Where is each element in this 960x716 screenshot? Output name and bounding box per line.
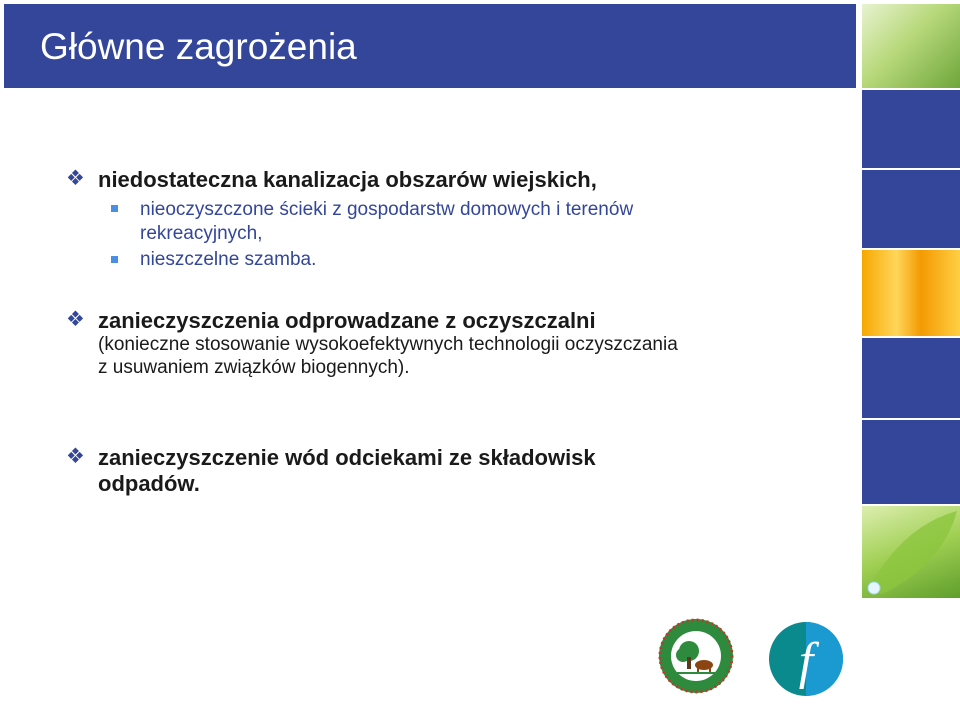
water-drop-leaf-tile [862, 506, 960, 598]
blue-tile [862, 338, 960, 418]
blue-tile [862, 170, 960, 248]
slide-title: Główne zagrożenia [40, 26, 357, 67]
leaf-photo-tile [862, 4, 960, 88]
svg-text:f: f [798, 633, 814, 690]
bullet-heading: zanieczyszczenie wód odciekami ze składowisk odpadów. [98, 445, 596, 496]
bullet-heading: zanieczyszczenia odprowadzane z oczyszczalni [98, 308, 596, 333]
fund-logo-icon [766, 620, 846, 698]
diamond-bullet-icon: ❖ [66, 308, 85, 331]
diamond-bullet-icon: ❖ [66, 445, 85, 468]
yellow-photo-tile [862, 250, 960, 336]
inspectorate-logo-icon [657, 617, 735, 695]
sub-item: nieszczelne szamba. [140, 249, 317, 270]
square-bullet-icon [111, 205, 118, 212]
decorative-image-strip [862, 0, 960, 600]
square-bullet-icon [111, 256, 118, 263]
blue-tile [862, 90, 960, 168]
blue-tile [862, 420, 960, 504]
bullet-heading: niedostateczna kanalizacja obszarów wiejskich, [98, 167, 597, 192]
bullet-body: (konieczne stosowanie wysokoefektywnych technologii oczyszczania z usuwaniem związków biogennych). [98, 334, 678, 378]
diamond-bullet-icon: ❖ [66, 167, 85, 190]
sub-item: nieoczyszczone ścieki z gospodarstw domowych i terenów rekreacyjnych, [140, 199, 634, 244]
